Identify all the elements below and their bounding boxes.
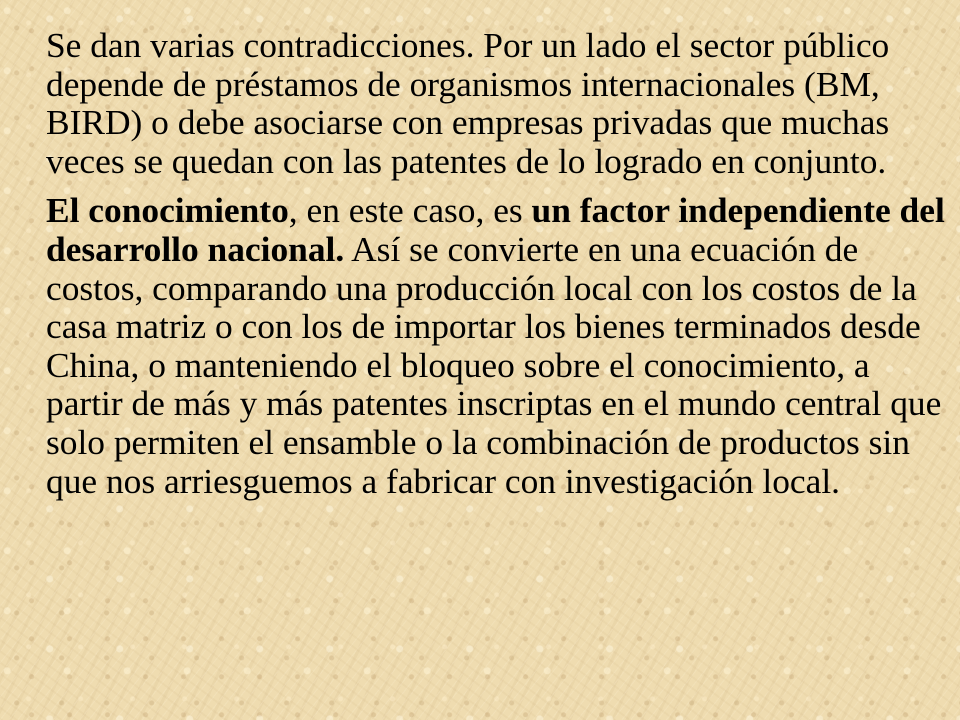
paragraph-2-text-a: , en este caso, es [288, 190, 532, 231]
paragraph-knowledge [46, 191, 946, 500]
paragraph-2-text-b: Así se convierte en una ecuación de costos, comparando una producción local con los costos de la casa matriz o con los de importar los bienes terminados desde China, o manteniendo el bloqueo sobre el conocimiento, a partir de más y más patentes inscriptas en el mundo central que solo permiten el ensamble o la combinación de productos sin que nos arriesguemos a fabricar con investigación local. [46, 228, 942, 501]
bold-phrase-knowledge: El conocimiento [46, 190, 289, 231]
paragraph-1-text: Se dan varias contradicciones. Por un lado el sector público depende de préstamos de organismos internacionales (BM, BIRD) o debe asociarse con empresas privadas que muchas veces se quedan con las patentes de lo logrado en conjunto. [46, 25, 890, 181]
bold-phrase-independent-factor: un factor independiente del desarrollo nacional. [46, 190, 945, 269]
paragraph-contradictions [46, 26, 946, 180]
slide-content [46, 26, 946, 500]
